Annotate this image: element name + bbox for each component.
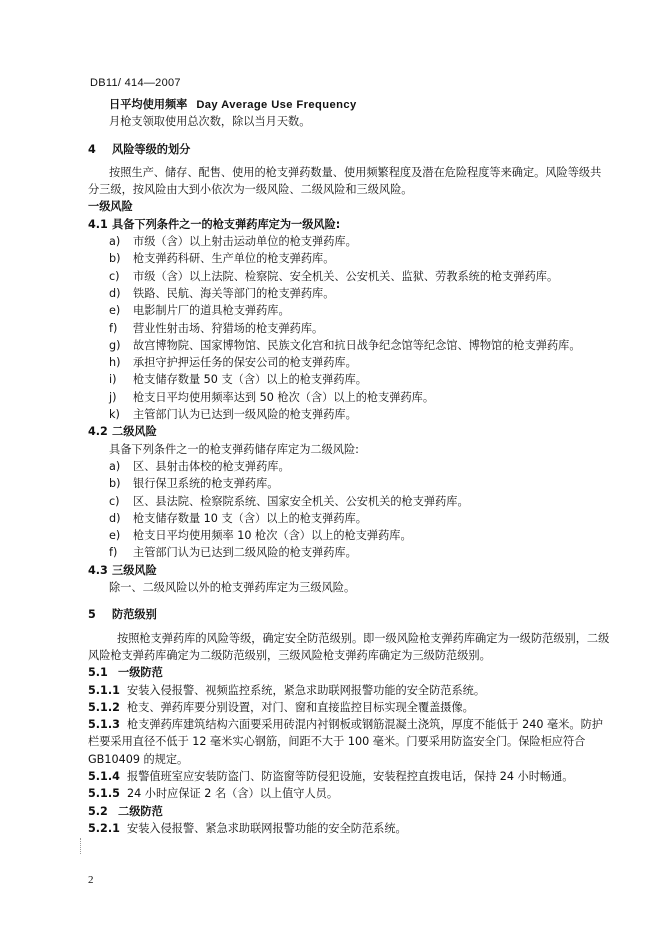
clause-number: 5.1.5 — [88, 787, 120, 801]
list-item-key: e) — [109, 304, 121, 318]
section-4-1-list — [88, 233, 608, 423]
term-english: Day Average Use Frequency — [196, 99, 357, 111]
list-item-key: d) — [109, 286, 121, 300]
page-number: 2 — [88, 874, 94, 886]
list-item-text: 承担守护押运任务的保安公司的枪支弹药库。 — [133, 356, 357, 370]
clause-text: 枪支、弹药库要分别设置，对门、窗和直接监控目标实现全覆盖摄像。 — [127, 700, 474, 714]
list-item — [88, 285, 608, 302]
list-item-text: 区、县射击体校的枪支弹药库。 — [133, 459, 290, 473]
section-number: 5.2 — [88, 804, 108, 818]
margin-mark — [80, 838, 82, 854]
section-title: 一级防范 — [118, 666, 163, 680]
list-item — [88, 544, 608, 561]
list-item — [88, 354, 608, 371]
list-item-key: k) — [109, 408, 120, 422]
list-item-text: 区、县法院、检察院系统、国家安全机关、公安机关的枪支弹药库。 — [133, 494, 469, 508]
list-item-key: d) — [109, 511, 121, 525]
list-item-key: a) — [109, 235, 121, 249]
clause-item — [88, 699, 610, 716]
list-item — [88, 510, 608, 527]
section-title: 二级防范 — [118, 804, 163, 818]
list-item-text: 枪支储存数量 50 支（含）以上的枪支弹药库。 — [133, 373, 367, 387]
list-item — [88, 302, 608, 319]
clause-text: 24 小时应保证 2 名（含）以上值守人员。 — [127, 787, 339, 801]
clause-item — [88, 820, 610, 837]
list-item-text: 枪支日平均使用频率 10 枪次（含）以上的枪支弹药库。 — [133, 529, 412, 543]
section-5-intro: 按照枪支弹药库的风险等级，确定安全防范级别。即一级风险枪支弹药库确定为一级防范级别，二级风险枪支弹药库确定为二级防范级别，三级风险枪支弹药库确定为三级防范级别。 — [88, 631, 610, 662]
section-4-1-heading — [88, 216, 608, 233]
list-item — [88, 458, 608, 475]
section-number: 4.1 — [88, 217, 108, 231]
list-item — [88, 268, 608, 285]
list-item — [88, 250, 608, 267]
clause-number: 5.1.4 — [88, 769, 120, 783]
list-item — [88, 527, 608, 544]
section-number: 5 — [88, 608, 96, 622]
section-title: 防范级别 — [112, 608, 157, 622]
section-5-1-heading — [88, 664, 608, 681]
list-item — [88, 337, 608, 354]
list-item-text: 市级（含）以上法院、检察院、安全机关、公安机关、监狱、劳教系统的枪支弹药库。 — [133, 269, 559, 283]
list-item — [88, 475, 608, 492]
section-number: 4 — [88, 142, 96, 156]
section-4-3-heading — [88, 562, 608, 579]
standard-code-header: DB11/ 414—2007 — [90, 77, 181, 89]
list-item-text: 枪支储存数量 10 支（含）以上的枪支弹药库。 — [133, 511, 367, 525]
list-item-text: 枪支日平均使用频率达到 50 枪次（含）以上的枪支弹药库。 — [133, 390, 435, 404]
list-item — [88, 493, 608, 510]
term-heading — [88, 96, 608, 113]
list-item-text: 故宫博物院、国家博物馆、民族文化宫和抗日战争纪念馆等纪念馆、博物馆的枪支弹药库。 — [133, 338, 581, 352]
list-item-key: g) — [109, 338, 121, 352]
list-item-key: a) — [109, 459, 121, 473]
list-item — [88, 371, 608, 388]
list-item-key: c) — [109, 494, 120, 508]
section-number: 4.2 — [88, 425, 108, 439]
section-5-1-list — [88, 682, 608, 803]
list-item-key: e) — [109, 529, 121, 543]
section-5-heading — [88, 606, 608, 623]
clause-text: 安装入侵报警、视频监控系统，紧急求助联网报警功能的安全防范系统。 — [127, 683, 486, 697]
section-5-2-heading — [88, 803, 608, 820]
term-definition: 月枪支领取使用总次数，除以当月天数。 — [109, 115, 311, 129]
section-title: 三级风险 — [112, 563, 157, 577]
list-item-key: j) — [109, 390, 117, 404]
section-title: 风险等级的划分 — [112, 142, 191, 156]
clause-text: 报警值班室应安装防盗门、防盗窗等防侵犯设施，安装程控直拨电话，保持 24 小时畅通。 — [127, 769, 574, 783]
list-item-key: f) — [109, 321, 118, 335]
clause-item — [88, 768, 610, 785]
list-item — [88, 233, 608, 250]
section-5-2-list — [88, 820, 608, 837]
clause-item — [88, 716, 610, 768]
section-4-2-list — [88, 458, 608, 562]
list-item-key: i) — [109, 373, 117, 387]
list-item-key: b) — [109, 252, 121, 266]
list-item — [88, 406, 608, 423]
list-item-key: f) — [109, 546, 118, 560]
list-item — [88, 389, 608, 406]
list-item-text: 铁路、民航、海关等部门的枪支弹药库。 — [133, 286, 335, 300]
list-item-text: 电影制片厂的道具枪支弹药库。 — [133, 304, 290, 318]
list-item-key: b) — [109, 477, 121, 491]
clause-item — [88, 785, 610, 802]
page-content — [88, 96, 608, 837]
section-number: 5.1 — [88, 666, 108, 680]
list-item-text: 枪支弹药科研、生产单位的枪支弹药库。 — [133, 252, 335, 266]
list-item-text: 营业性射击场、狩猎场的枪支弹药库。 — [133, 321, 324, 335]
section-number: 4.3 — [88, 563, 108, 577]
list-item-key: h) — [109, 356, 121, 370]
term-chinese: 日平均使用频率 — [109, 98, 188, 111]
clause-text: 安装入侵报警、紧急求助联网报警功能的安全防范系统。 — [127, 821, 407, 835]
section-4-intro: 按照生产、储存、配售、使用的枪支弹药数量、使用频繁程度及潜在危险程度等来确定。风险等级共分三级，按风险由大到小依次为一级风险、二级风险和三级风险。 — [88, 165, 602, 197]
list-item — [88, 320, 608, 337]
list-item-text: 主管部门认为已达到二级风险的枪支弹药库。 — [133, 546, 357, 560]
clause-item — [88, 682, 610, 699]
list-item-text: 银行保卫系统的枪支弹药库。 — [133, 477, 279, 491]
section-4-2-heading — [88, 423, 608, 440]
section-4-heading — [88, 141, 608, 158]
section-4-3-text: 除一、二级风险以外的枪支弹药库定为三级风险。 — [109, 581, 356, 595]
list-item-text: 主管部门认为已达到一级风险的枪支弹药库。 — [133, 408, 357, 422]
section-title: 二级风险 — [112, 425, 157, 439]
clause-text: 枪支弹药库建筑结构六面要采用砖混内衬钢板或钢筋混凝土浇筑，厚度不能低于 240 毫米。防护栏要采用直径不低于 12 毫米实心钢筋，间距不大于 100 毫米。门要采用防盗安全门。保险柜应符合 GB10409 的规定。 — [88, 718, 603, 766]
clause-number: 5.2.1 — [88, 821, 120, 835]
list-item-text: 市级（含）以上射击运动单位的枪支弹药库。 — [133, 235, 357, 249]
section-4-label: 一级风险 — [88, 200, 133, 214]
clause-number: 5.1.3 — [88, 718, 120, 732]
list-item-key: c) — [109, 269, 120, 283]
section-title: 具备下列条件之一的枪支弹药库定为一级风险: — [112, 217, 341, 231]
clause-number: 5.1.2 — [88, 700, 120, 714]
clause-number: 5.1.1 — [88, 683, 120, 697]
section-4-2-intro: 具备下列条件之一的枪支弹药储存库定为二级风险: — [109, 442, 359, 456]
